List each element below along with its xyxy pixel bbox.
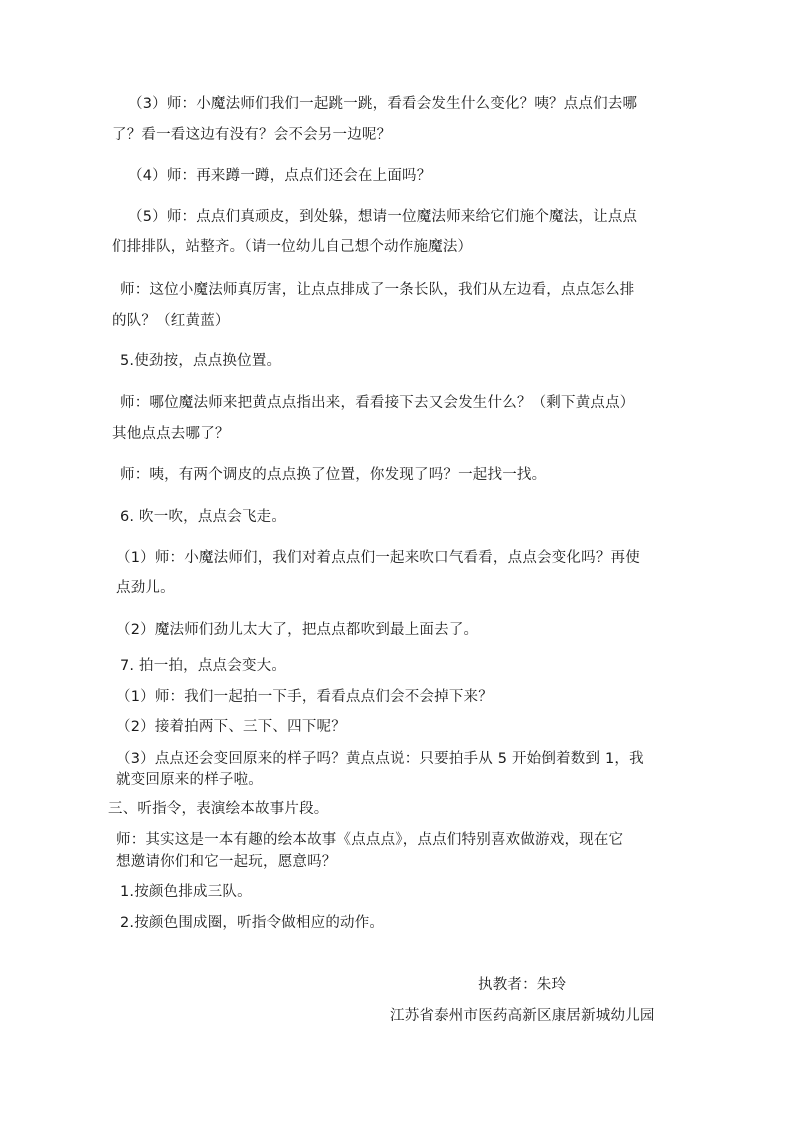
section-heading: 7. 拍一拍，点点会变大。: [120, 658, 287, 674]
paragraph-line: 师：其实这是一本有趣的绘本故事《点点点》，点点们特别喜欢做游戏，现在它: [116, 832, 624, 848]
section-heading: 5.使劲按，点点换位置。: [120, 353, 282, 369]
paragraph-line: 师：这位小魔法师真厉害，让点点排成了一条长队，我们从左边看，点点怎么排: [120, 282, 635, 298]
paragraph-line: （2）魔法师们劲儿太大了，把点点都吹到最上面去了。: [116, 622, 479, 638]
paragraph-line: 了？看一看这边有没有？会不会另一边呢？: [112, 127, 392, 143]
section-heading: 三、听指令，表演绘本故事片段。: [108, 801, 329, 817]
paragraph-line: 点劲儿。: [116, 580, 175, 596]
paragraph-line: 就变回原来的样子啦。: [116, 772, 263, 788]
list-item: 2.按颜色围成圈，听指令做相应的动作。: [120, 915, 385, 931]
paragraph-line: 师：哪位魔法师来把黄点点指出来，看看接下去又会发生什么？（剩下黄点点）: [120, 395, 635, 411]
signature-teacher: 执教者：朱玲: [478, 977, 567, 993]
paragraph-line: 的队？（红黄蓝）: [112, 313, 230, 329]
paragraph-line: （5）师：点点们真顽皮，到处躲，想请一位魔法师来给它们施个魔法，让点点: [128, 209, 638, 225]
list-item: 1.按颜色排成三队。: [120, 884, 252, 900]
paragraph-line: 师：咦，有两个调皮的点点换了位置，你发现了吗？一起找一找。: [120, 467, 547, 483]
paragraph-line: （1）师：小魔法师们，我们对着点点们一起来吹口气看看，点点会变化吗？再使: [116, 550, 640, 566]
paragraph-line: （4）师：再来蹲一蹲，点点们还会在上面吗？: [128, 168, 432, 184]
paragraph-line: 们排排队，站整齐。（请一位幼儿自己想个动作施魔法）: [112, 239, 473, 255]
section-heading: 6. 吹一吹，点点会飞走。: [120, 509, 287, 525]
paragraph-line: （3）点点还会变回原来的样子吗？黄点点说：只要拍手从 5 开始倒着数到 1，我: [116, 751, 644, 767]
paragraph-line: 其他点点去哪了？: [112, 426, 230, 442]
paragraph-line: （2）接着拍两下、三下、四下呢？: [116, 719, 346, 735]
paragraph-line: （1）师：我们一起拍一下手，看看点点们会不会掉下来？: [116, 689, 493, 705]
signature-school: 江苏省泰州市医药高新区康居新城幼儿园: [390, 1008, 655, 1024]
paragraph-line: （3）师：小魔法师们我们一起跳一跳，看看会发生什么变化？咦？点点们去哪: [128, 96, 638, 112]
paragraph-line: 想邀请你们和它一起玩，愿意吗？: [116, 854, 337, 870]
